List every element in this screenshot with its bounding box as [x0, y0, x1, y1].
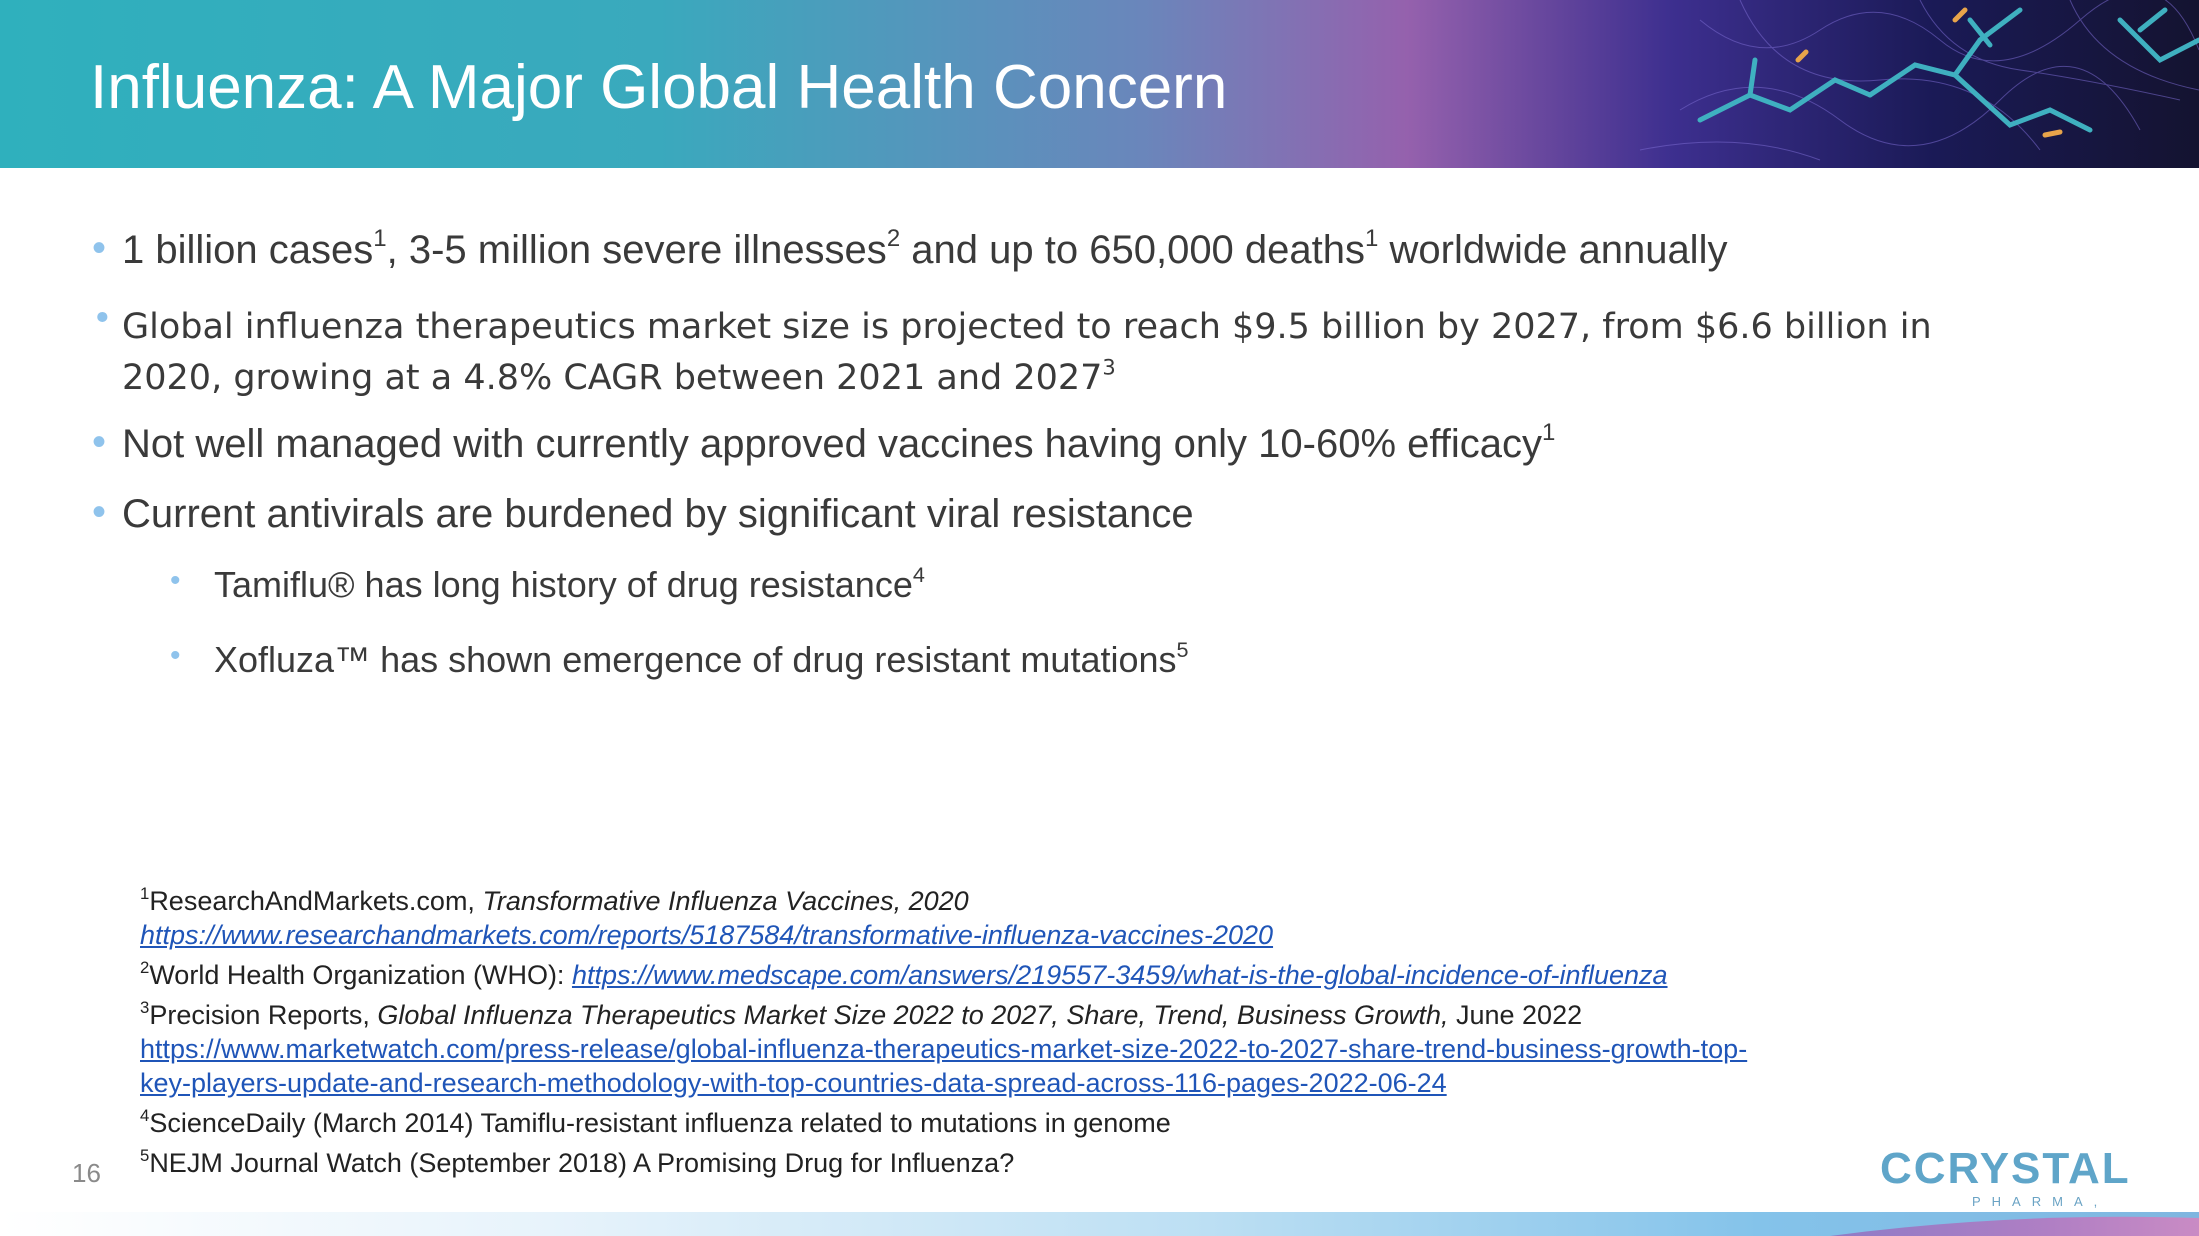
bullet-text: Global influenza therapeutics market size is projected to reach $9.5 billion by 2027, from $6.6 billion in	[122, 307, 1932, 347]
footnote-ref: 1	[1365, 225, 1379, 253]
bullet-text: and up to 650,000 deaths	[900, 228, 1366, 272]
reference-3-link-row-2	[140, 1066, 1447, 1100]
reference-5	[140, 1146, 1014, 1180]
reference-number: 3	[140, 998, 150, 1018]
bullet-text: Xofluza™ has shown emergence of drug resistant mutations	[214, 639, 1177, 680]
reference-3-link-continued[interactable]: key-players-update-and-research-methodology-with-top-countries-data-spread-across-116-pages-2022-06-24	[140, 1068, 1447, 1098]
footnote-ref: 5	[1176, 636, 1189, 662]
footnote-ref: 1	[1542, 419, 1556, 447]
bullet-dot: •	[92, 490, 107, 534]
subbullet-xofluza	[170, 636, 1189, 681]
reference-text: ScienceDaily (March 2014) Tamiflu-resistant influenza related to mutations in genome	[149, 1108, 1171, 1138]
reference-4	[140, 1106, 1171, 1140]
slide-header	[0, 0, 2199, 168]
bullet-market-size	[92, 299, 1932, 404]
reference-text: NEJM Journal Watch (September 2018) A Promising Drug for Influenza?	[149, 1148, 1015, 1178]
reference-number: 4	[140, 1106, 150, 1126]
slide-title: Influenza: A Major Global Health Concern	[90, 53, 1228, 122]
reference-number: 5	[140, 1146, 150, 1166]
bullet-dot: •	[170, 564, 181, 597]
bullet-flu-cases	[92, 225, 1728, 273]
footnote-ref: 4	[912, 561, 925, 587]
reference-2-link[interactable]: https://www.medscape.com/answers/219557-3459/what-is-the-global-incidence-of-influenza	[571, 960, 1668, 990]
bullet-text: Current antivirals are burdened by significant viral resistance	[122, 492, 1194, 536]
subbullet-tamiflu	[170, 561, 925, 606]
bullet-text: Tamiflu® has long history of drug resistance	[214, 564, 913, 605]
reference-2	[140, 958, 1668, 992]
reference-1-link-row	[140, 918, 1273, 952]
reference-date: June 2022	[1448, 1000, 1583, 1030]
bullet-dot: •	[170, 639, 181, 672]
reference-1-link[interactable]: https://www.researchandmarkets.com/reports/5187584/transformative-influenza-vaccines-2020	[140, 920, 1274, 950]
reference-number: 1	[140, 884, 150, 904]
bullet-dot: •	[92, 299, 113, 339]
footnote-ref: 1	[373, 225, 387, 253]
reference-source: World Health Organization (WHO):	[149, 960, 572, 990]
bullet-text: 1 billion cases	[122, 228, 374, 272]
footer-accent-swoosh	[1830, 1212, 2199, 1236]
bullet-text: worldwide annually	[1378, 228, 1728, 272]
bullet-dot: •	[92, 226, 107, 270]
page-number: 16	[72, 1158, 101, 1188]
bullet-text: 2020, growing at a 4.8% CAGR between 2021 and 2027	[122, 358, 1103, 398]
bullet-text: Not well managed with currently approved vaccines having only 10-60% efficacy	[122, 422, 1543, 466]
footnote-ref: 2	[886, 225, 901, 253]
bullet-dot: •	[92, 420, 107, 464]
reference-1	[140, 884, 969, 918]
reference-3-link[interactable]: https://www.marketwatch.com/press-release/global-influenza-therapeutics-market-size-2022-to-2027-share-trend-business-growth-top-	[140, 1034, 1748, 1064]
logo-subtitle: PHARMA,	[1972, 1194, 2109, 1209]
logo-wordmark: CCRYSTAL	[1880, 1144, 2131, 1193]
reference-title: Transformative Influenza Vaccines, 2020	[482, 886, 969, 916]
footnote-ref: 3	[1102, 355, 1116, 380]
cocrystal-logo	[1880, 1144, 2160, 1212]
reference-number: 2	[140, 958, 150, 978]
reference-3	[140, 998, 1582, 1032]
reference-3-link-row-1	[140, 1032, 1747, 1066]
reference-title: Global Influenza Therapeutics Market Size 2022 to 2027, Share, Trend, Business Growth,	[377, 1000, 1449, 1030]
bullet-text: , 3-5 million severe illnesses	[386, 228, 887, 272]
bullet-antivirals	[92, 490, 1194, 537]
reference-source: Precision Reports,	[149, 1000, 378, 1030]
bullet-vaccines	[92, 419, 1556, 467]
molecule-graphic	[1620, 0, 2199, 168]
reference-source: ResearchAndMarkets.com,	[149, 886, 483, 916]
